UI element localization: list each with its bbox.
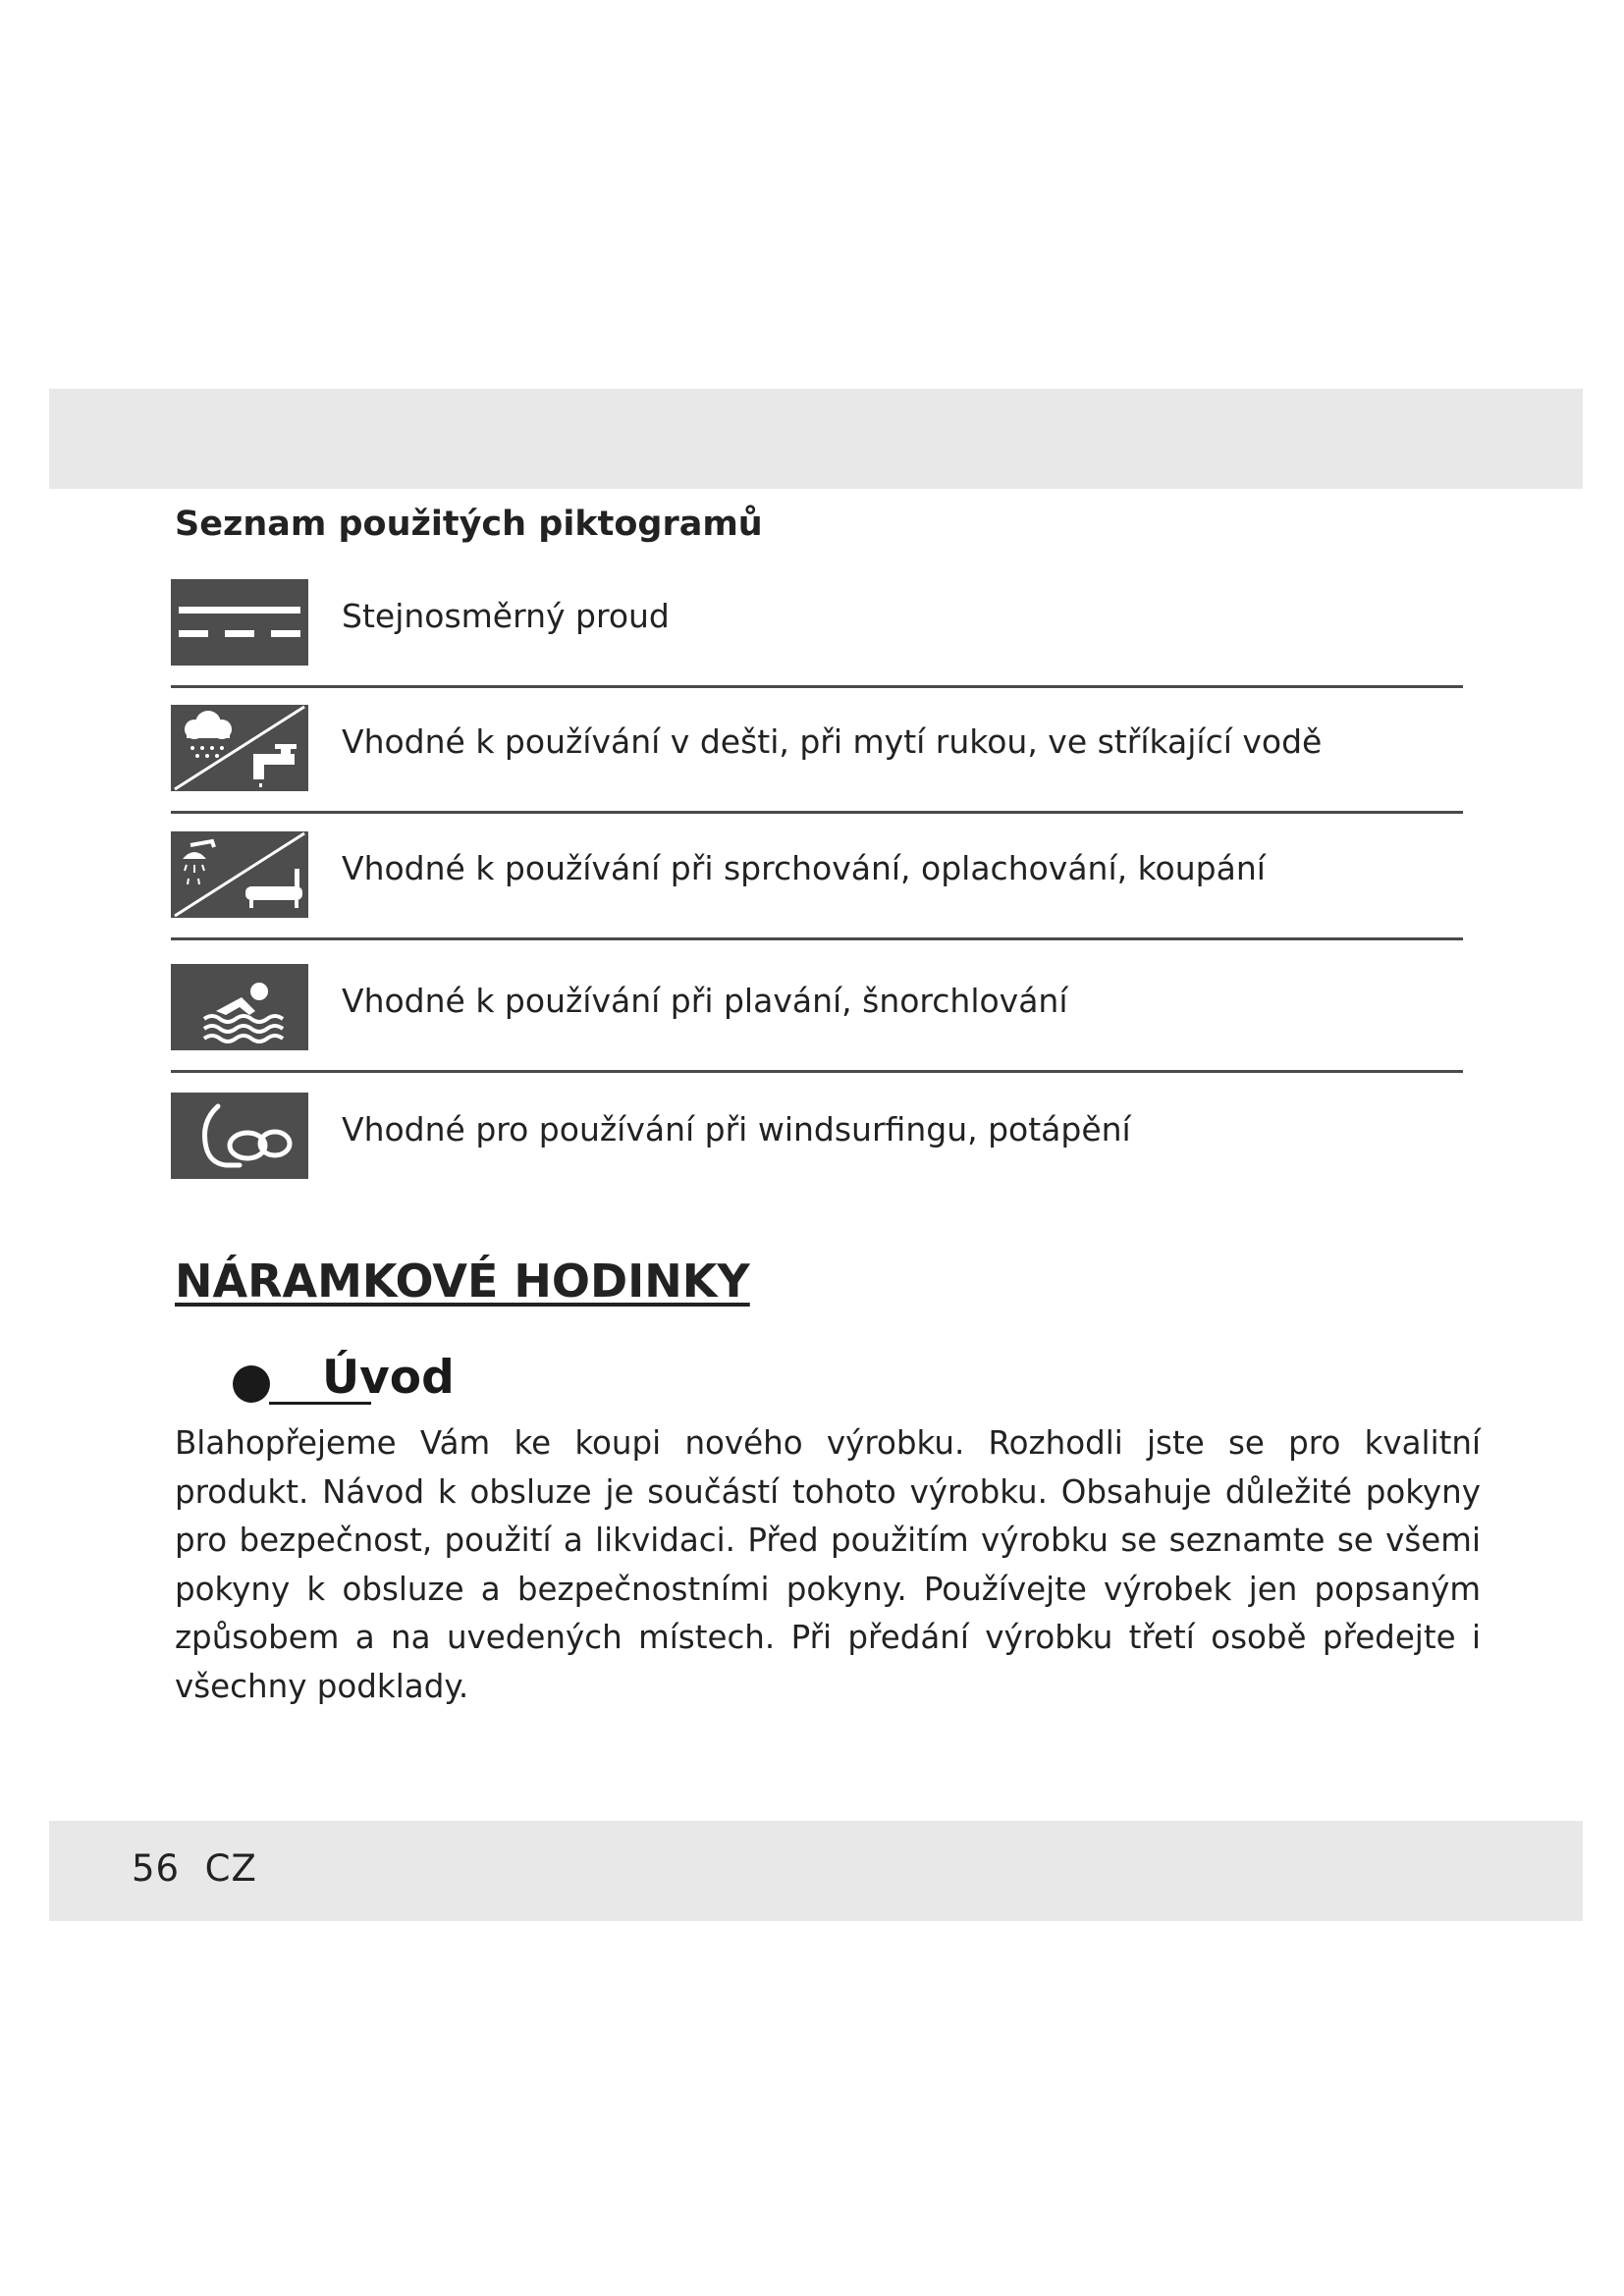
snorkel-mask-icon [171,1093,308,1179]
sub-heading: Úvod [322,1351,455,1405]
pictogram-row [171,1073,1463,1199]
footer-band [49,1821,1583,1921]
pictogram-label: Vhodné k používání při plavání, šnorchlování [342,982,1068,1020]
pictogram-row [171,944,1463,1073]
page-footer [132,1847,257,1890]
direct-current-icon [171,579,308,666]
shower-bath-icon [171,831,308,918]
rain-faucet-icon [171,705,308,791]
pictograms-title: Seznam použitých piktogramů [175,505,763,544]
swimmer-icon [171,964,308,1050]
main-heading: NÁRAMKOVÉ HODINKY [175,1255,750,1308]
pictogram-label: Stejnosměrný proud [342,597,670,635]
language-code: CZ [204,1847,257,1890]
pictogram-row [171,685,1463,814]
pictogram-row [171,812,1463,940]
pictogram-row [171,560,1463,688]
header-band [49,389,1583,489]
section-bullet-icon [233,1365,270,1403]
intro-paragraph: Blahopřejeme Vám ke koupi nového výrobku. Rozhodli jste se pro kvalitní produkt. Návod k obsluze je součástí tohoto výrobku. Obsahuje důležité pokyny pro bezpečnost, použití a likvidaci. Před použitím výrobku se seznamte se všemi pokyny k obsluze a bezpečnostními pokyny. Používejte výrobek jen popsaným způsobem a na uvedených místech. Při předání výrobku třetí osobě předejte i všechny podklady. [175,1424,1481,1705]
pictogram-label: Vhodné pro používání při windsurfingu, potápění [342,1110,1131,1148]
pictogram-label: Vhodné k používání v dešti, při mytí rukou, ve stříkající vodě [342,722,1323,761]
pictogram-label: Vhodné k používání při sprchování, oplachování, koupání [342,849,1266,887]
page-number: 56 [132,1847,181,1890]
